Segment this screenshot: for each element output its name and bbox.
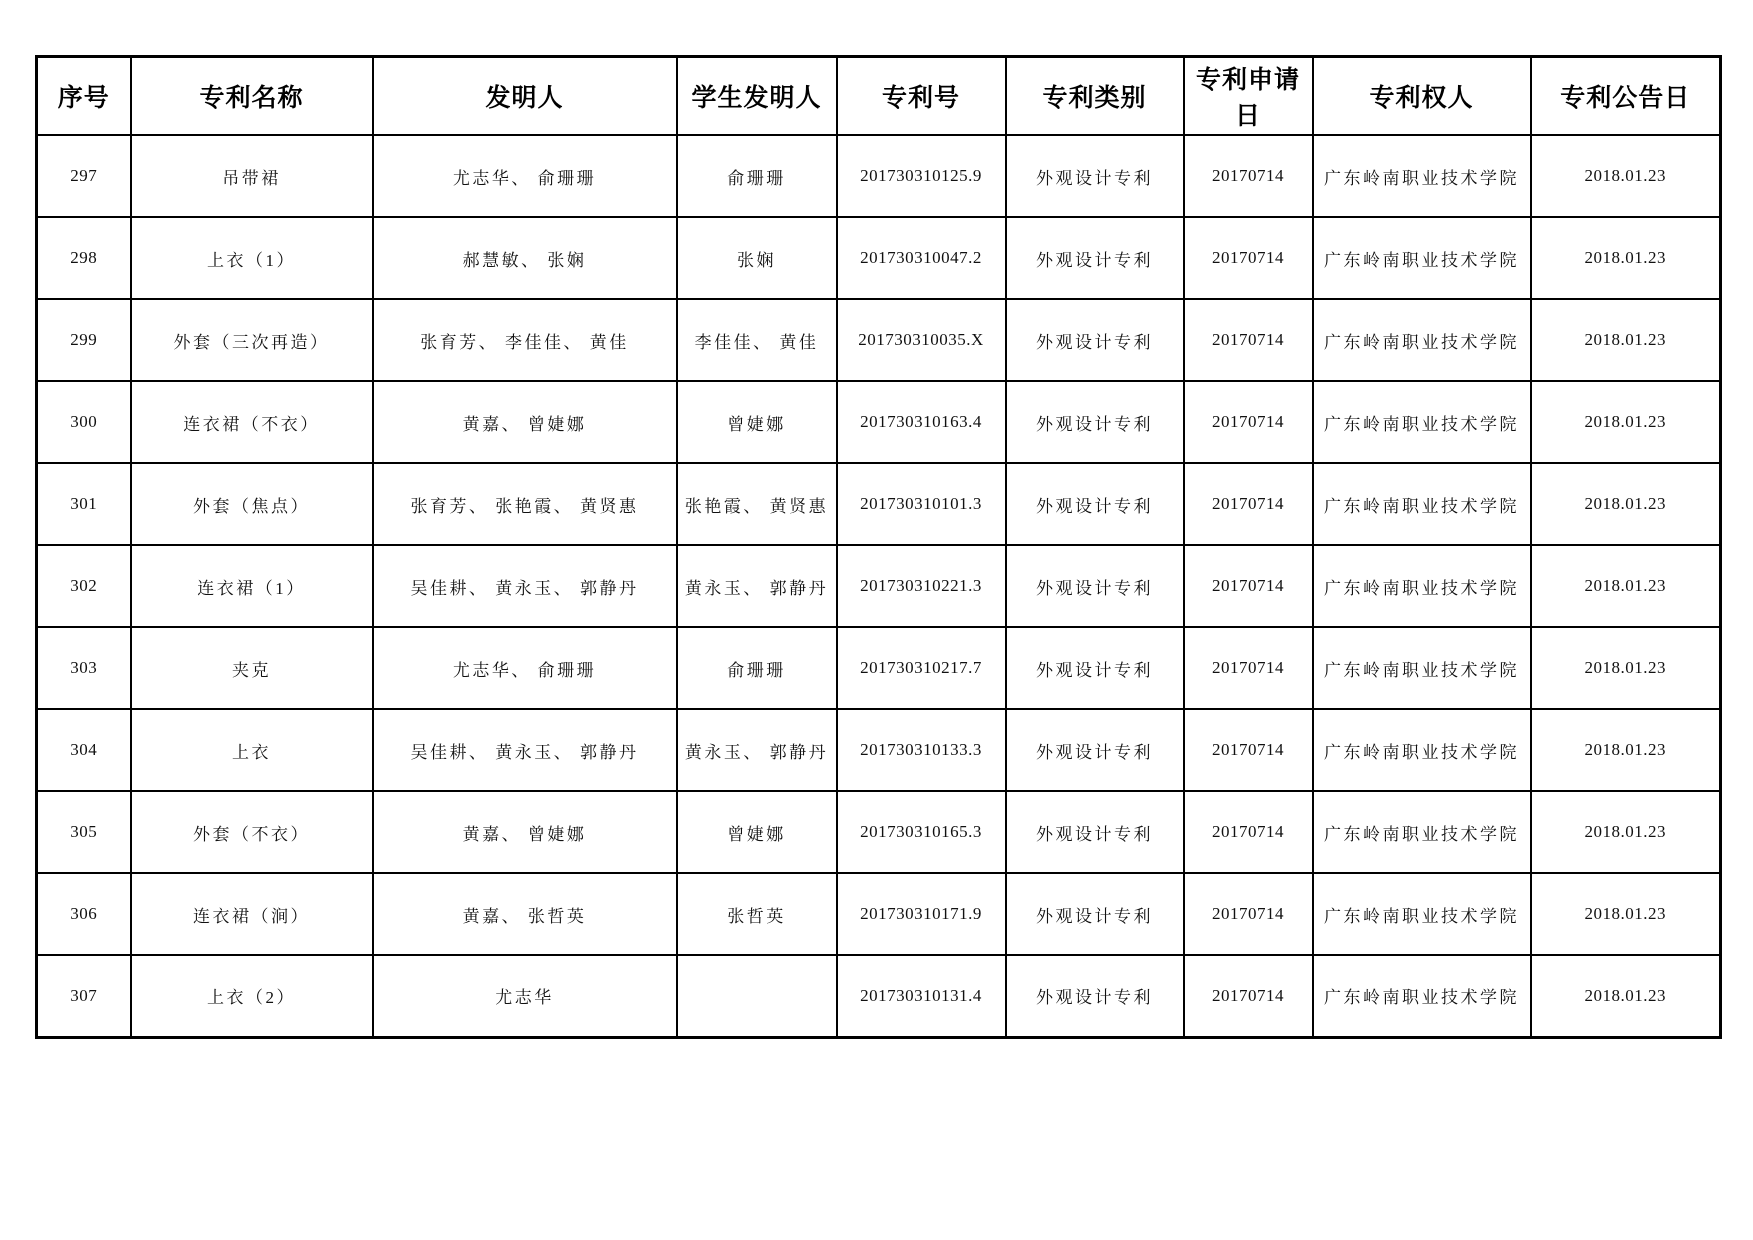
cell-patent-holder: 广东岭南职业技术学院 <box>1313 791 1531 873</box>
cell-student-inventors: 曾婕娜 <box>677 381 837 463</box>
cell-inventors: 黄嘉、 张哲英 <box>373 873 677 955</box>
cell-patent-name: 上衣 <box>131 709 373 791</box>
cell-application-date: 20170714 <box>1184 381 1313 463</box>
table-row <box>37 299 1721 381</box>
cell-patent-holder: 广东岭南职业技术学院 <box>1313 135 1531 217</box>
cell-inventors: 黄嘉、 曾婕娜 <box>373 791 677 873</box>
cell-patent-type: 外观设计专利 <box>1006 873 1184 955</box>
cell-serial-number: 303 <box>37 627 131 709</box>
cell-announcement-date: 2018.01.23 <box>1531 955 1721 1037</box>
cell-application-date: 20170714 <box>1184 955 1313 1037</box>
table-row <box>37 381 1721 463</box>
cell-patent-number: 201730310133.3 <box>837 709 1006 791</box>
table-row <box>37 135 1721 217</box>
cell-application-date: 20170714 <box>1184 791 1313 873</box>
cell-patent-type: 外观设计专利 <box>1006 135 1184 217</box>
cell-inventors: 张育芳、 张艳霞、 黄贤惠 <box>373 463 677 545</box>
cell-serial-number: 307 <box>37 955 131 1037</box>
cell-patent-name: 外套（不衣） <box>131 791 373 873</box>
cell-application-date: 20170714 <box>1184 709 1313 791</box>
cell-patent-number: 201730310163.4 <box>837 381 1006 463</box>
cell-student-inventors: 张哲英 <box>677 873 837 955</box>
cell-inventors: 尤志华、 俞珊珊 <box>373 135 677 217</box>
cell-patent-number: 201730310035.X <box>837 299 1006 381</box>
cell-announcement-date: 2018.01.23 <box>1531 791 1721 873</box>
table-row <box>37 873 1721 955</box>
cell-student-inventors <box>677 955 837 1037</box>
cell-application-date: 20170714 <box>1184 545 1313 627</box>
cell-serial-number: 297 <box>37 135 131 217</box>
column-header-patent-holder: 专利权人 <box>1313 57 1531 136</box>
cell-patent-name: 吊带裙 <box>131 135 373 217</box>
cell-student-inventors: 黄永玉、 郭静丹 <box>677 709 837 791</box>
cell-announcement-date: 2018.01.23 <box>1531 217 1721 299</box>
cell-patent-name: 上衣（1） <box>131 217 373 299</box>
cell-student-inventors: 张艳霞、 黄贤惠 <box>677 463 837 545</box>
cell-patent-holder: 广东岭南职业技术学院 <box>1313 463 1531 545</box>
column-header-inventors: 发明人 <box>373 57 677 136</box>
cell-serial-number: 299 <box>37 299 131 381</box>
cell-patent-number: 201730310171.9 <box>837 873 1006 955</box>
cell-patent-name: 上衣（2） <box>131 955 373 1037</box>
cell-patent-name: 连衣裙（不衣） <box>131 381 373 463</box>
cell-serial-number: 302 <box>37 545 131 627</box>
cell-announcement-date: 2018.01.23 <box>1531 463 1721 545</box>
cell-patent-number: 201730310125.9 <box>837 135 1006 217</box>
cell-application-date: 20170714 <box>1184 463 1313 545</box>
table-row <box>37 627 1721 709</box>
cell-application-date: 20170714 <box>1184 299 1313 381</box>
table-row <box>37 791 1721 873</box>
cell-patent-holder: 广东岭南职业技术学院 <box>1313 381 1531 463</box>
cell-patent-number: 201730310131.4 <box>837 955 1006 1037</box>
cell-patent-name: 连衣裙（1） <box>131 545 373 627</box>
column-header-serial-number: 序号 <box>37 57 131 136</box>
cell-serial-number: 301 <box>37 463 131 545</box>
column-header-patent-number: 专利号 <box>837 57 1006 136</box>
column-header-patent-name: 专利名称 <box>131 57 373 136</box>
cell-patent-type: 外观设计专利 <box>1006 299 1184 381</box>
cell-patent-number: 201730310165.3 <box>837 791 1006 873</box>
cell-announcement-date: 2018.01.23 <box>1531 299 1721 381</box>
cell-patent-holder: 广东岭南职业技术学院 <box>1313 299 1531 381</box>
cell-patent-type: 外观设计专利 <box>1006 545 1184 627</box>
cell-student-inventors: 俞珊珊 <box>677 135 837 217</box>
cell-serial-number: 304 <box>37 709 131 791</box>
cell-patent-name: 连衣裙（涧） <box>131 873 373 955</box>
table-row <box>37 955 1721 1037</box>
cell-application-date: 20170714 <box>1184 135 1313 217</box>
cell-patent-type: 外观设计专利 <box>1006 463 1184 545</box>
cell-announcement-date: 2018.01.23 <box>1531 873 1721 955</box>
column-header-announcement-date: 专利公告日 <box>1531 57 1721 136</box>
cell-student-inventors: 李佳佳、 黄佳 <box>677 299 837 381</box>
cell-patent-holder: 广东岭南职业技术学院 <box>1313 873 1531 955</box>
table-row <box>37 709 1721 791</box>
cell-serial-number: 305 <box>37 791 131 873</box>
cell-inventors: 吴佳耕、 黄永玉、 郭静丹 <box>373 545 677 627</box>
cell-inventors: 郝慧敏、 张娴 <box>373 217 677 299</box>
cell-inventors: 张育芳、 李佳佳、 黄佳 <box>373 299 677 381</box>
cell-patent-holder: 广东岭南职业技术学院 <box>1313 955 1531 1037</box>
cell-announcement-date: 2018.01.23 <box>1531 135 1721 217</box>
cell-serial-number: 298 <box>37 217 131 299</box>
table-header-row <box>37 57 1721 136</box>
cell-patent-number: 201730310047.2 <box>837 217 1006 299</box>
cell-patent-type: 外观设计专利 <box>1006 217 1184 299</box>
cell-application-date: 20170714 <box>1184 627 1313 709</box>
cell-patent-name: 夹克 <box>131 627 373 709</box>
cell-student-inventors: 黄永玉、 郭静丹 <box>677 545 837 627</box>
cell-serial-number: 306 <box>37 873 131 955</box>
cell-application-date: 20170714 <box>1184 217 1313 299</box>
cell-patent-type: 外观设计专利 <box>1006 709 1184 791</box>
cell-patent-holder: 广东岭南职业技术学院 <box>1313 627 1531 709</box>
cell-patent-type: 外观设计专利 <box>1006 791 1184 873</box>
cell-patent-type: 外观设计专利 <box>1006 381 1184 463</box>
cell-patent-name: 外套（焦点） <box>131 463 373 545</box>
cell-student-inventors: 俞珊珊 <box>677 627 837 709</box>
cell-inventors: 尤志华 <box>373 955 677 1037</box>
cell-announcement-date: 2018.01.23 <box>1531 381 1721 463</box>
cell-patent-holder: 广东岭南职业技术学院 <box>1313 545 1531 627</box>
cell-patent-number: 201730310217.7 <box>837 627 1006 709</box>
cell-announcement-date: 2018.01.23 <box>1531 709 1721 791</box>
cell-patent-type: 外观设计专利 <box>1006 955 1184 1037</box>
column-header-application-date: 专利申请日 <box>1184 57 1313 136</box>
cell-serial-number: 300 <box>37 381 131 463</box>
cell-patent-holder: 广东岭南职业技术学院 <box>1313 709 1531 791</box>
cell-announcement-date: 2018.01.23 <box>1531 627 1721 709</box>
column-header-student-inventors: 学生发明人 <box>677 57 837 136</box>
cell-patent-number: 201730310221.3 <box>837 545 1006 627</box>
cell-inventors: 黄嘉、 曾婕娜 <box>373 381 677 463</box>
cell-patent-type: 外观设计专利 <box>1006 627 1184 709</box>
cell-announcement-date: 2018.01.23 <box>1531 545 1721 627</box>
table-row <box>37 545 1721 627</box>
table-row <box>37 463 1721 545</box>
cell-student-inventors: 张娴 <box>677 217 837 299</box>
table-row <box>37 217 1721 299</box>
cell-patent-holder: 广东岭南职业技术学院 <box>1313 217 1531 299</box>
cell-inventors: 吴佳耕、 黄永玉、 郭静丹 <box>373 709 677 791</box>
patent-table <box>35 55 1722 1039</box>
cell-student-inventors: 曾婕娜 <box>677 791 837 873</box>
cell-inventors: 尤志华、 俞珊珊 <box>373 627 677 709</box>
column-header-patent-type: 专利类别 <box>1006 57 1184 136</box>
cell-patent-name: 外套（三次再造） <box>131 299 373 381</box>
cell-patent-number: 201730310101.3 <box>837 463 1006 545</box>
cell-application-date: 20170714 <box>1184 873 1313 955</box>
